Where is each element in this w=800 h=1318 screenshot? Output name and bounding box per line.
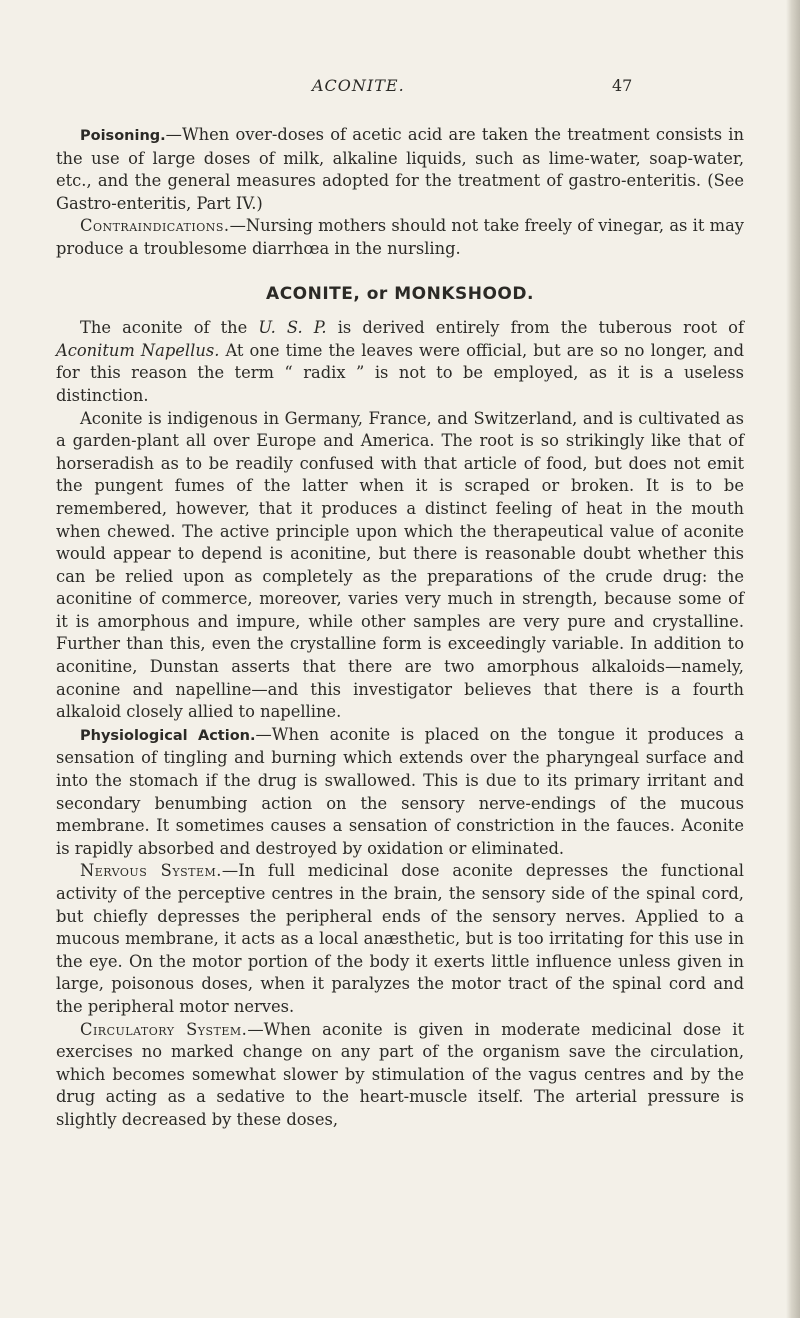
intro-text-2: is derived entirely from the tuberous root of [326, 318, 745, 338]
page-header [0, 76, 800, 100]
paragraph-contraindications [56, 215, 744, 260]
physiological-text: —When aconite is placed on the tongue it produces a sensation of tingling and burning which extends over the pharyngeal surface and into the stomach if the drug is swallowed. This is due to its primary irritant and secondary benumbing action on the sensory nerve-endings of the mucous membrane. It sometimes causes a sensation of constriction in the fauces. Aconite is rapidly absorbed and destroyed by oxidation or eliminated. [56, 724, 744, 858]
nervous-heading: Nervous System. [80, 861, 222, 881]
poisoning-heading: Poisoning. [80, 128, 166, 144]
usp-abbrev: U. S. P. [258, 318, 327, 338]
circulatory-text: —When aconite is given in moderate medicinal dose it exercises no marked change on any part of the organism save the circulation, which becomes somewhat slower by stimulation of the vagus centres and by the drug acting as a sedative to the heart-muscle itself. The arterial pressure is slightly decreased by these doses, [56, 1019, 744, 1129]
paragraph-indigenous: Aconite is indigenous in Germany, France, and Switzerland, and is cultivated as a garden-plant all over Europe and America. The root is so strikingly like that of horseradish as to be readily confused with that article of food, but does not emit the pungent fumes of the latter when it is scraped or broken. It is to be remembered, however, that it produces a distinct feeling of heat in the mouth when chewed. The active principle upon which the therapeutical value of aconite would appear to depend is aconitine, but there is reasonable doubt whether this can be relied upon as completely as the preparations of the crude drug: the aconitine of commerce, moreover, varies very much in strength, because some of it is amorphous and impure, while other samples are very pure and crystalline. Further than this, even the crystalline form is exceedingly variable. In addition to aconitine, Dunstan asserts that there are two amorphous alkaloids—namely, aconine and napelline—and this investigator believes that there is a fourth alkaloid closely allied to napelline. [56, 408, 744, 722]
paragraph-poisoning [56, 124, 744, 215]
paragraph-circulatory [56, 1019, 744, 1132]
nervous-text: —In full medicinal dose aconite depresses the functional activity of the perceptive centres in the brain, the sensory side of the spinal cord, but chiefly depresses the peripheral ends of the sensory nerves. Applied to a mucous membrane, it acts as a local anæsthetic, but is too irritating for this use in the eye. On the motor portion of the body it exerts little influence unless given in large, poisonous doses, when it paralyzes the motor tract of the spinal cord and the peripheral motor nerves. [56, 861, 744, 1016]
paragraph-intro [56, 317, 744, 407]
running-title: ACONITE. [312, 76, 405, 95]
poisoning-text: —When over-doses of acetic acid are taken the treatment consists in the use of large doses of milk, alkaline liquids, such as lime-water, soap-water, etc., and the general measures adopted for the treatment of gastro-enteritis. (See Gastro-enteritis, Part IV.) [56, 125, 744, 213]
contraindications-heading: Contraindications. [80, 216, 230, 236]
paragraph-physiological [56, 724, 744, 861]
page-number: 47 [612, 76, 633, 95]
contraindications-text: —Nursing mothers should not take freely of vinegar, as it may produce a troublesome diarrhœa in the nursling. [56, 216, 744, 258]
intro-text-3: At one time the leaves were official, but are so no longer, and for this reason the term “ radix ” is not to be employed, as it is a useless distinction. [56, 340, 744, 405]
physiological-heading: Physiological Action. [80, 727, 256, 744]
species-name: Aconitum Napellus. [56, 340, 220, 360]
body-text [56, 124, 744, 1132]
section-heading: ACONITE, or MONKSHOOD. [266, 283, 534, 304]
paragraph-nervous [56, 860, 744, 1018]
circulatory-heading: Circulatory System. [80, 1019, 248, 1039]
intro-text-1: The aconite of the [80, 318, 259, 338]
page-edge-shadow [786, 0, 800, 1318]
